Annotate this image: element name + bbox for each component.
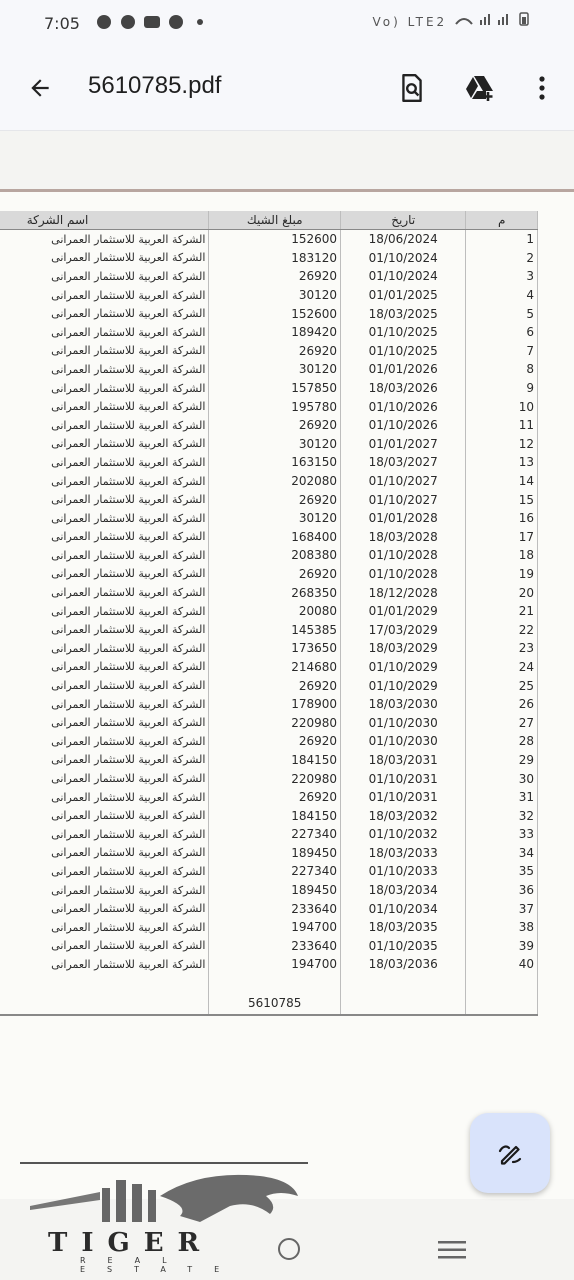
pdf-page (0, 189, 574, 1199)
cell-date: 01/01/2027 (341, 435, 466, 454)
cell-num: 6 (466, 323, 538, 342)
cell-amount: 189450 (209, 844, 341, 863)
table-row (0, 769, 538, 788)
cell-amount: 195780 (209, 397, 341, 416)
header-date: تاريخ (341, 211, 466, 230)
cell-amount: 227340 (209, 825, 341, 844)
table-row (0, 416, 538, 435)
cell-num: 40 (466, 955, 538, 974)
cell-num: 23 (466, 639, 538, 658)
blank-cell (466, 974, 538, 992)
watermark-subtitle: REAL ESTATE (80, 1256, 242, 1274)
cell-company: الشركة العربية للاستثمار العمرانى (0, 565, 209, 584)
cell-amount: 220980 (209, 713, 341, 732)
table-row (0, 676, 538, 695)
cell-num: 28 (466, 732, 538, 751)
cell-date: 01/10/2026 (341, 416, 466, 435)
cell-num: 35 (466, 862, 538, 881)
status-time: 7:05 (44, 14, 80, 33)
cell-company: الشركة العربية للاستثمار العمرانى (0, 918, 209, 937)
cell-company: الشركة العربية للاستثمار العمرانى (0, 453, 209, 472)
cell-date: 01/10/2029 (341, 676, 466, 695)
cell-amount: 26920 (209, 416, 341, 435)
table-row (0, 379, 538, 398)
table-row (0, 546, 538, 565)
table-row (0, 713, 538, 732)
cell-amount: 30120 (209, 509, 341, 528)
table-row (0, 937, 538, 956)
cell-num: 25 (466, 676, 538, 695)
cell-date: 01/10/2025 (341, 323, 466, 342)
cell-num: 22 (466, 620, 538, 639)
cell-num: 11 (466, 416, 538, 435)
back-button[interactable] (20, 68, 60, 108)
total-empty-cell (0, 992, 209, 1015)
cell-company: الشركة العربية للاستثمار العمرانى (0, 342, 209, 361)
cell-company: الشركة العربية للاستثمار العمرانى (0, 806, 209, 825)
blank-cell (341, 974, 466, 992)
cell-date: 01/10/2030 (341, 713, 466, 732)
cell-amount: 26920 (209, 676, 341, 695)
cell-num: 3 (466, 267, 538, 286)
menu-lines-icon[interactable] (438, 1240, 466, 1260)
cell-amount: 189450 (209, 881, 341, 900)
table-row (0, 509, 538, 528)
cell-amount: 26920 (209, 267, 341, 286)
notification-app-icons (96, 14, 206, 30)
cell-date: 01/10/2024 (341, 249, 466, 268)
cell-num: 32 (466, 806, 538, 825)
header-num: م (466, 211, 538, 230)
cell-amount: 26920 (209, 788, 341, 807)
cell-company: الشركة العربية للاستثمار العمرانى (0, 825, 209, 844)
cell-date: 18/03/2035 (341, 918, 466, 937)
table-row (0, 658, 538, 677)
cell-amount: 26920 (209, 342, 341, 361)
cell-company: الشركة العربية للاستثمار العمرانى (0, 230, 209, 249)
table-row (0, 639, 538, 658)
cell-company: الشركة العربية للاستثمار العمرانى (0, 602, 209, 621)
cell-date: 01/10/2030 (341, 732, 466, 751)
cell-amount: 157850 (209, 379, 341, 398)
table-row (0, 472, 538, 491)
cell-num: 8 (466, 360, 538, 379)
cell-date: 01/10/2032 (341, 825, 466, 844)
cell-company: الشركة العربية للاستثمار العمرانى (0, 881, 209, 900)
cell-company: الشركة العربية للاستثمار العمرانى (0, 658, 209, 677)
cell-company: الشركة العربية للاستثمار العمرانى (0, 732, 209, 751)
cell-amount: 26920 (209, 490, 341, 509)
cell-num: 30 (466, 769, 538, 788)
cell-company: الشركة العربية للاستثمار العمرانى (0, 546, 209, 565)
header-company: اسم الشركة (0, 211, 209, 230)
table-row (0, 881, 538, 900)
cell-date: 01/10/2031 (341, 769, 466, 788)
signal-wifi-battery-icon (454, 12, 534, 26)
cell-company: الشركة العربية للاستثمار العمرانى (0, 695, 209, 714)
blank-row (0, 974, 538, 992)
cell-date: 17/03/2029 (341, 620, 466, 639)
cell-num: 39 (466, 937, 538, 956)
cell-company: الشركة العربية للاستثمار العمرانى (0, 844, 209, 863)
cell-num: 7 (466, 342, 538, 361)
cell-amount: 178900 (209, 695, 341, 714)
total-row (0, 992, 538, 1015)
cell-company: الشركة العربية للاستثمار العمرانى (0, 713, 209, 732)
table-row (0, 249, 538, 268)
cell-date: 18/03/2034 (341, 881, 466, 900)
cell-date: 18/03/2028 (341, 528, 466, 547)
cell-date: 01/10/2026 (341, 397, 466, 416)
cell-amount: 184150 (209, 751, 341, 770)
app-bar (0, 46, 574, 131)
table-row (0, 267, 538, 286)
table-header-row (0, 211, 538, 230)
table-row (0, 620, 538, 639)
cell-date: 18/06/2024 (341, 230, 466, 249)
cell-num: 5 (466, 304, 538, 323)
cell-num: 17 (466, 528, 538, 547)
status-right-icons (372, 12, 534, 29)
table-row (0, 453, 538, 472)
cell-amount: 194700 (209, 918, 341, 937)
cell-date: 01/10/2031 (341, 788, 466, 807)
cell-amount: 30120 (209, 286, 341, 305)
arrow-left-icon (27, 75, 53, 101)
cell-date: 18/03/2031 (341, 751, 466, 770)
cell-num: 12 (466, 435, 538, 454)
cell-date: 01/10/2033 (341, 862, 466, 881)
cell-company: الشركة العربية للاستثمار العمرانى (0, 379, 209, 398)
cell-num: 26 (466, 695, 538, 714)
total-empty-cell (466, 992, 538, 1015)
document-title: 5610785.pdf (88, 72, 222, 99)
table-row (0, 751, 538, 770)
drive-add-icon (464, 74, 496, 102)
cell-date: 01/10/2024 (341, 267, 466, 286)
cell-company: الشركة العربية للاستثمار العمرانى (0, 472, 209, 491)
cell-date: 18/03/2026 (341, 379, 466, 398)
cell-company: الشركة العربية للاستثمار العمرانى (0, 862, 209, 881)
table-row (0, 490, 538, 509)
cell-num: 29 (466, 751, 538, 770)
cell-amount: 214680 (209, 658, 341, 677)
cell-amount: 202080 (209, 472, 341, 491)
page-top-edge (0, 189, 574, 192)
table-row (0, 806, 538, 825)
cell-date: 01/10/2028 (341, 565, 466, 584)
cell-num: 2 (466, 249, 538, 268)
cell-date: 01/10/2028 (341, 546, 466, 565)
cell-date: 18/03/2036 (341, 955, 466, 974)
watermark-brand: TIGER (48, 1228, 214, 1258)
table-row (0, 788, 538, 807)
search-document-icon (399, 73, 425, 103)
watermark-line (20, 1162, 308, 1164)
cell-amount: 194700 (209, 955, 341, 974)
notification-icons (96, 14, 206, 34)
cell-date: 01/10/2025 (341, 342, 466, 361)
table-row (0, 918, 538, 937)
cell-date: 01/10/2035 (341, 937, 466, 956)
cell-date: 18/03/2030 (341, 695, 466, 714)
table-row (0, 304, 538, 323)
cell-date: 01/10/2029 (341, 658, 466, 677)
cell-amount: 268350 (209, 583, 341, 602)
cell-company: الشركة العربية للاستثمار العمرانى (0, 509, 209, 528)
home-circle-icon[interactable] (278, 1238, 300, 1260)
cell-amount: 220980 (209, 769, 341, 788)
cell-date: 18/12/2028 (341, 583, 466, 602)
cell-num: 38 (466, 918, 538, 937)
cell-amount: 152600 (209, 230, 341, 249)
cell-date: 01/01/2025 (341, 286, 466, 305)
cell-company: الشركة العربية للاستثمار العمرانى (0, 899, 209, 918)
cell-amount: 233640 (209, 937, 341, 956)
cell-company: الشركة العربية للاستثمار العمرانى (0, 620, 209, 639)
cell-num: 21 (466, 602, 538, 621)
cell-company: الشركة العربية للاستثمار العمرانى (0, 435, 209, 454)
cell-company: الشركة العربية للاستثمار العمرانى (0, 676, 209, 695)
cell-company: الشركة العربية للاستثمار العمرانى (0, 397, 209, 416)
edit-annotate-icon (496, 1139, 524, 1167)
cell-date: 01/01/2026 (341, 360, 466, 379)
cell-company: الشركة العربية للاستثمار العمرانى (0, 416, 209, 435)
cell-date: 18/03/2032 (341, 806, 466, 825)
table-row (0, 230, 538, 249)
table-row (0, 862, 538, 881)
table-row (0, 397, 538, 416)
blank-cell (0, 974, 209, 992)
cell-num: 19 (466, 565, 538, 584)
table-row (0, 583, 538, 602)
cell-num: 13 (466, 453, 538, 472)
cell-amount: 168400 (209, 528, 341, 547)
cell-company: الشركة العربية للاستثمار العمرانى (0, 751, 209, 770)
cell-amount: 145385 (209, 620, 341, 639)
cheque-schedule-table (0, 211, 538, 1016)
cell-num: 14 (466, 472, 538, 491)
more-vert-icon (538, 75, 546, 101)
cell-company: الشركة العربية للاستثمار العمرانى (0, 249, 209, 268)
cell-company: الشركة العربية للاستثمار العمرانى (0, 955, 209, 974)
document-viewer[interactable] (0, 131, 574, 1280)
cell-num: 24 (466, 658, 538, 677)
cell-company: الشركة العربية للاستثمار العمرانى (0, 267, 209, 286)
table-row (0, 528, 538, 547)
cell-date: 01/01/2028 (341, 509, 466, 528)
cell-num: 27 (466, 713, 538, 732)
cell-num: 36 (466, 881, 538, 900)
cell-amount: 208380 (209, 546, 341, 565)
cell-amount: 173650 (209, 639, 341, 658)
table-row (0, 602, 538, 621)
cell-num: 16 (466, 509, 538, 528)
cell-amount: 233640 (209, 899, 341, 918)
cell-num: 4 (466, 286, 538, 305)
cell-company: الشركة العربية للاستثمار العمرانى (0, 304, 209, 323)
cell-num: 34 (466, 844, 538, 863)
search-in-document-button[interactable] (392, 68, 432, 108)
header-amount: مبلغ الشيك (209, 211, 341, 230)
table-body (0, 230, 538, 1015)
cell-amount: 26920 (209, 732, 341, 751)
table-row (0, 695, 538, 714)
table-row (0, 565, 538, 584)
cell-company: الشركة العربية للاستثمار العمرانى (0, 788, 209, 807)
table-row (0, 286, 538, 305)
cell-date: 01/10/2027 (341, 490, 466, 509)
cell-date: 01/10/2027 (341, 472, 466, 491)
blank-cell (209, 974, 341, 992)
cell-amount: 30120 (209, 360, 341, 379)
add-to-drive-button[interactable] (460, 68, 500, 108)
cell-company: الشركة العربية للاستثمار العمرانى (0, 360, 209, 379)
cell-date: 18/03/2033 (341, 844, 466, 863)
cell-num: 33 (466, 825, 538, 844)
cell-amount: 227340 (209, 862, 341, 881)
cell-company: الشركة العربية للاستثمار العمرانى (0, 528, 209, 547)
cell-num: 1 (466, 230, 538, 249)
cell-date: 18/03/2029 (341, 639, 466, 658)
cell-amount: 189420 (209, 323, 341, 342)
cell-company: الشركة العربية للاستثمار العمرانى (0, 639, 209, 658)
cell-amount: 30120 (209, 435, 341, 454)
table-row (0, 899, 538, 918)
cell-num: 15 (466, 490, 538, 509)
more-options-button[interactable] (522, 68, 562, 108)
cell-amount: 183120 (209, 249, 341, 268)
cell-num: 18 (466, 546, 538, 565)
cell-num: 9 (466, 379, 538, 398)
cell-company: الشركة العربية للاستثمار العمرانى (0, 490, 209, 509)
cell-company: الشركة العربية للاستثمار العمرانى (0, 769, 209, 788)
cell-amount: 26920 (209, 565, 341, 584)
cell-company: الشركة العربية للاستثمار العمرانى (0, 323, 209, 342)
table-row (0, 435, 538, 454)
table-row (0, 342, 538, 361)
cell-company: الشركة العربية للاستثمار العمرانى (0, 937, 209, 956)
cell-date: 01/10/2034 (341, 899, 466, 918)
status-bar (0, 0, 574, 46)
cell-date: 01/01/2029 (341, 602, 466, 621)
table-row (0, 955, 538, 974)
cell-num: 37 (466, 899, 538, 918)
cell-num: 10 (466, 397, 538, 416)
cell-amount: 152600 (209, 304, 341, 323)
total-amount: 5610785 (209, 992, 341, 1015)
annotate-fab-button[interactable] (470, 1113, 550, 1193)
cell-num: 20 (466, 583, 538, 602)
cell-amount: 163150 (209, 453, 341, 472)
table-row (0, 844, 538, 863)
cell-num: 31 (466, 788, 538, 807)
cell-amount: 20080 (209, 602, 341, 621)
table-row (0, 323, 538, 342)
cell-date: 18/03/2025 (341, 304, 466, 323)
cell-company: الشركة العربية للاستثمار العمرانى (0, 583, 209, 602)
table-row (0, 732, 538, 751)
table-row (0, 360, 538, 379)
table-row (0, 825, 538, 844)
cell-date: 18/03/2027 (341, 453, 466, 472)
total-empty-cell (341, 992, 466, 1015)
cell-company: الشركة العربية للاستثمار العمرانى (0, 286, 209, 305)
network-label: Vo) LTE2 (372, 15, 448, 29)
cell-amount: 184150 (209, 806, 341, 825)
